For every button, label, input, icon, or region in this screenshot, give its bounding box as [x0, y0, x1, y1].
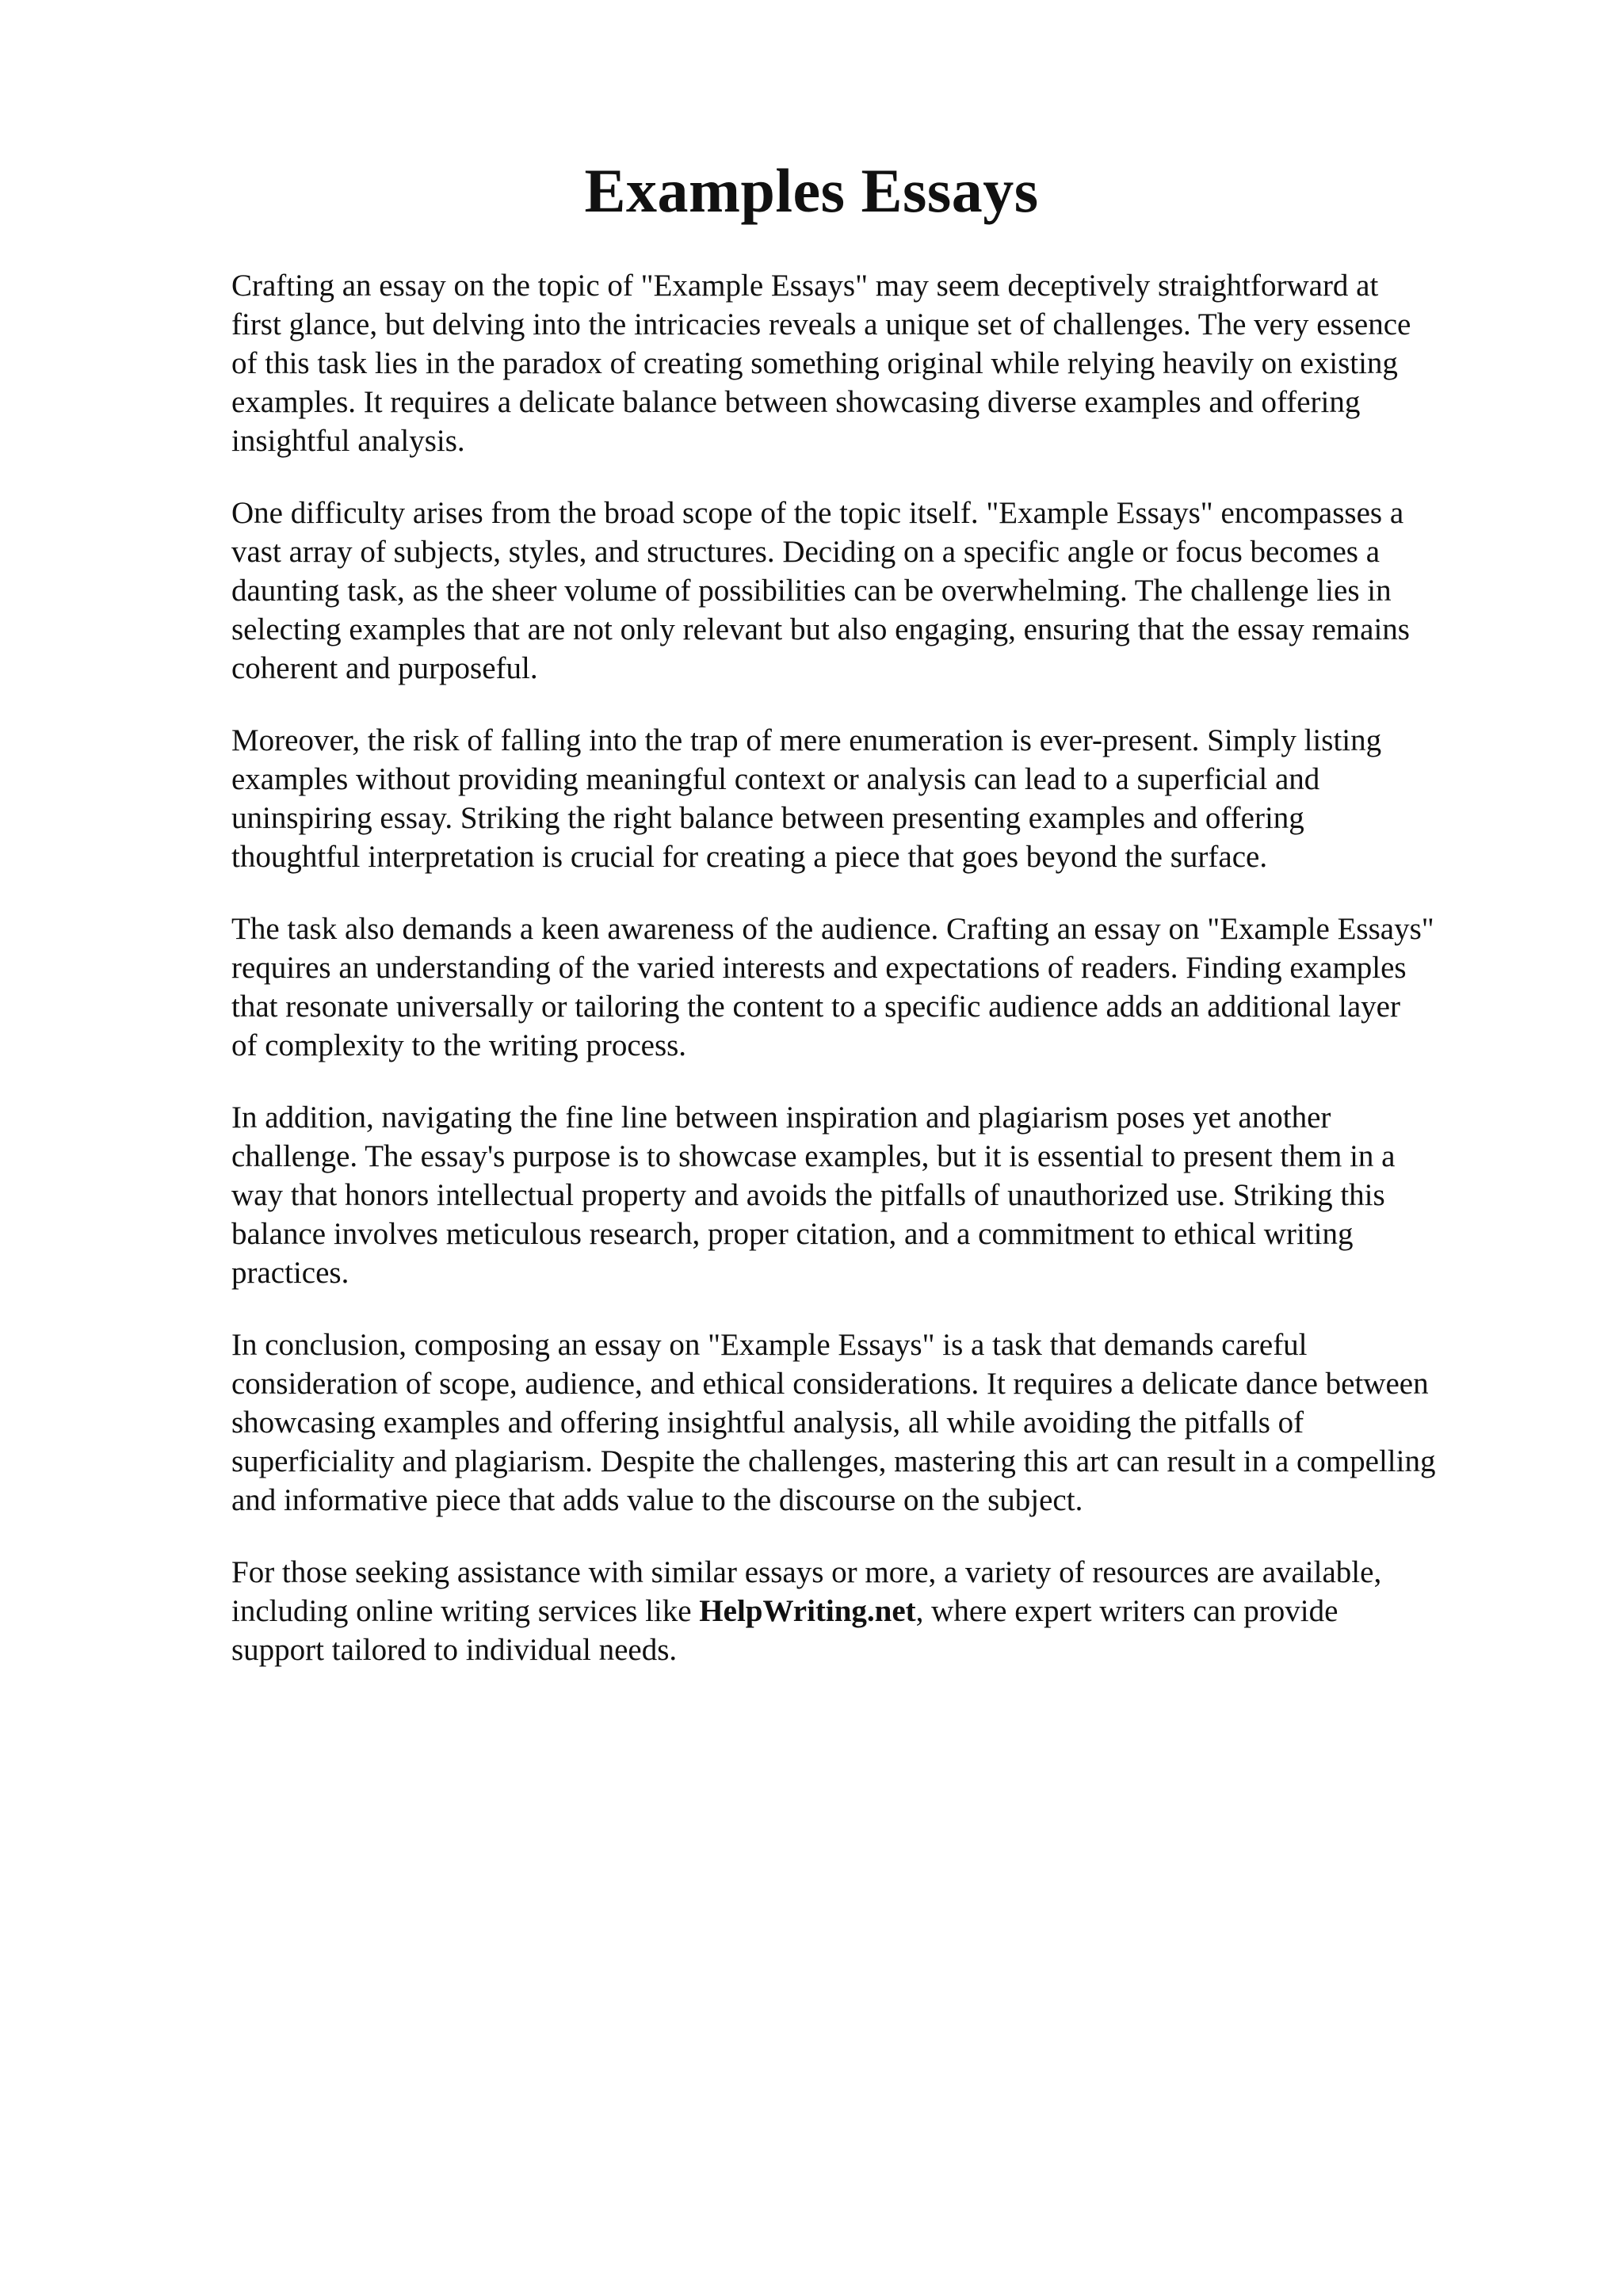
closing-text-after: , where expert writers can provide support tailored to individual needs. [231, 1594, 1338, 1667]
closing-text-before: For those seeking assistance with similar essays or more, a variety of resources are available, including online writing services like [231, 1555, 1382, 1628]
document-body [231, 266, 1531, 1703]
paragraph-enumeration: Moreover, the risk of falling into the trap of mere enumeration is ever-present. Simply listing examples without providing meaningful context or analysis can lead to a superficial and uninspiring essay. Striking the right balance between presenting examples and offering thoughtful interpretation is crucial for creating a piece that goes beyond the surface. [231, 723, 1382, 874]
paragraph-plagiarism: In addition, navigating the fine line between inspiration and plagiarism poses yet another challenge. The essay's purpose is to showcase examples, but it is essential to present them in a way that honors intellectual property and avoids the pitfalls of unauthorized use. Striking this balance involves meticulous research, proper citation, and a commitment to ethical writing practices. [231, 1100, 1396, 1290]
paragraph-audience: The task also demands a keen awareness of the audience. Crafting an essay on "Example Essays" requires an understanding of the varied interests and expectations of readers. Finding examples that resonate universally or tailoring the content to a specific audience adds an additional layer of complexity to the writing process. [231, 912, 1434, 1062]
paragraph-scope: One difficulty arises from the broad scope of the topic itself. "Example Essays" encompasses a vast array of subjects, styles, and structures. Deciding on a specific angle or focus becomes a daunting task, as the sheer volume of possibilities can be overwhelming. The challenge lies in selecting examples that are not only relevant but also engaging, ensuring that the essay remains coherent and purposeful. [231, 496, 1410, 685]
helpwriting-link[interactable]: HelpWriting.net [699, 1594, 916, 1628]
document-title: Examples Essays [584, 156, 1039, 225]
paragraph-conclusion: In conclusion, composing an essay on "Example Essays" is a task that demands careful consideration of scope, audience, and ethical considerations. It requires a delicate dance between showcasing examples and offering insightful analysis, all while avoiding the pitfalls of superficiality and plagiarism. Despite the challenges, mastering this art can result in a compelling and informative piece that adds value to the discourse on the subject. [231, 1328, 1436, 1517]
paragraph-intro: Crafting an essay on the topic of "Example Essays" may seem deceptively straightforward at first glance, but delving into the intricacies reveals a unique set of challenges. The very essence of this task lies in the paradox of creating something original while relying heavily on existing examples. It requires a delicate balance between showcasing diverse examples and offering insightful analysis. [231, 269, 1411, 458]
paragraph-closing [231, 1553, 1531, 1669]
